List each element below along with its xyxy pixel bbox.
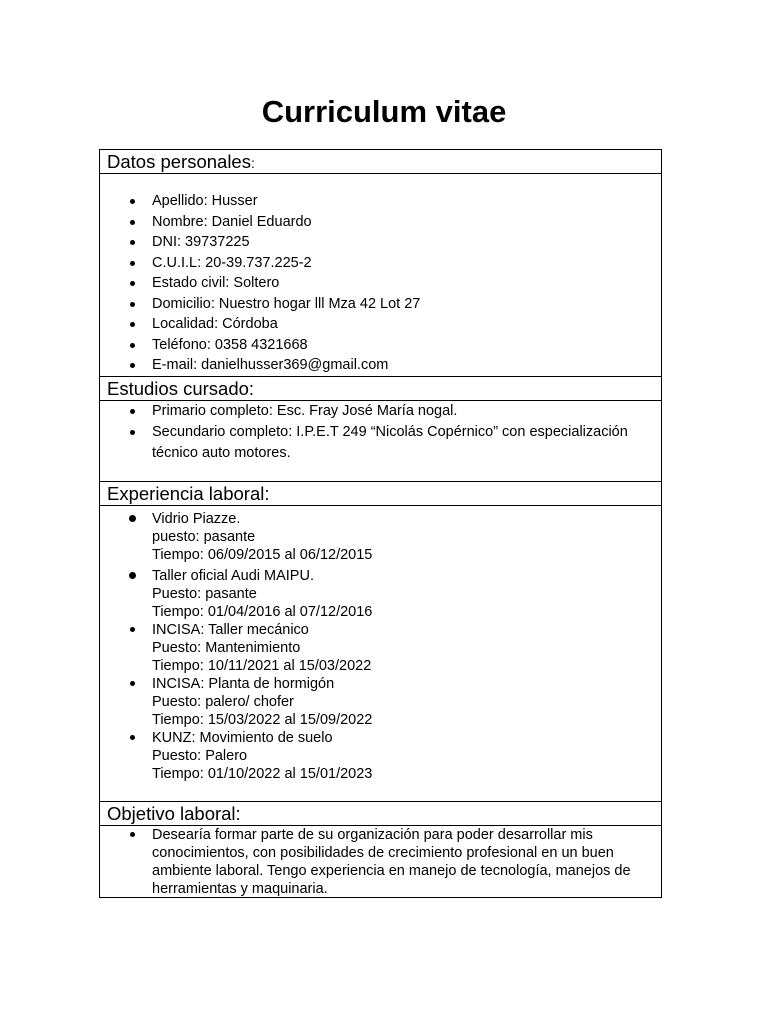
personal-item: DNI: 39737225 xyxy=(100,232,661,253)
personal-item: Nombre: Daniel Eduardo xyxy=(100,212,661,233)
work-period: Tiempo: 06/09/2015 al 06/12/2015 xyxy=(152,547,373,563)
studies-list xyxy=(100,401,661,464)
personal-item: Estado civil: Soltero xyxy=(100,273,661,294)
personal-item: Domicilio: Nuestro hogar lll Mza 42 Lot 27 xyxy=(100,294,661,315)
personal-list xyxy=(100,191,661,376)
objective-list xyxy=(100,826,661,898)
page-title: Curriculum vitae xyxy=(261,94,507,129)
work-company: Vidrio Piazze. xyxy=(152,511,241,527)
work-company: KUNZ: Movimiento de suelo xyxy=(152,730,333,746)
section-header-objective xyxy=(99,801,662,826)
work-company: INCISA: Taller mecánico xyxy=(152,622,309,638)
work-position: Puesto: pasante xyxy=(152,586,257,602)
personal-item: E-mail: danielhusser369@gmail.com xyxy=(100,355,661,376)
work-list xyxy=(100,510,661,783)
work-item xyxy=(100,729,661,783)
work-position: Puesto: palero/ chofer xyxy=(152,694,294,710)
work-period: Tiempo: 01/04/2016 al 07/12/2016 xyxy=(152,604,373,620)
work-position: Puesto: Mantenimiento xyxy=(152,640,301,656)
section-title-studies: Estudios cursado: xyxy=(107,378,255,399)
section-body-work xyxy=(99,505,662,802)
personal-item: Teléfono: 0358 4321668 xyxy=(100,335,661,356)
section-body-objective xyxy=(99,825,662,898)
section-header-studies xyxy=(99,376,662,401)
work-position: Puesto: Palero xyxy=(152,748,248,764)
work-company: Taller oficial Audi MAIPU. xyxy=(152,568,314,584)
work-period: Tiempo: 15/03/2022 al 15/09/2022 xyxy=(152,712,373,728)
studies-item: Primario completo: Esc. Fray José María nogal. xyxy=(100,401,661,422)
work-item xyxy=(100,621,661,675)
section-header-work xyxy=(99,481,662,506)
section-title-personal-colon: : xyxy=(250,155,255,171)
work-period: Tiempo: 01/10/2022 al 15/01/2023 xyxy=(152,766,373,782)
section-header-personal xyxy=(99,149,662,174)
work-period: Tiempo: 10/11/2021 al 15/03/2022 xyxy=(152,658,372,674)
section-title-personal: Datos personales xyxy=(107,151,251,172)
section-body-studies xyxy=(99,400,662,482)
objective-text: Desearía formar parte de su organización para poder desarrollar mis conocimientos, con posibilidades de crecimiento profesional en un buen ambiente laboral. Tengo experiencia en manejo de tecnología, manejos de herramientas y maquinaria. xyxy=(100,826,661,898)
work-item xyxy=(100,510,661,564)
work-company: INCISA: Planta de hormigón xyxy=(152,676,335,692)
studies-item: Secundario completo: I.P.E.T 249 “Nicolás Copérnico” con especialización técnico auto motores. xyxy=(100,422,661,464)
work-position: puesto: pasante xyxy=(152,529,256,545)
work-item xyxy=(100,675,661,729)
section-title-work: Experiencia laboral: xyxy=(107,483,270,504)
personal-item: C.U.I.L: 20-39.737.225-2 xyxy=(100,253,661,274)
personal-item: Apellido: Husser xyxy=(100,191,661,212)
personal-item: Localidad: Córdoba xyxy=(100,314,661,335)
section-body-personal xyxy=(99,173,662,377)
section-title-objective: Objetivo laboral: xyxy=(107,803,241,824)
work-item xyxy=(100,567,661,621)
